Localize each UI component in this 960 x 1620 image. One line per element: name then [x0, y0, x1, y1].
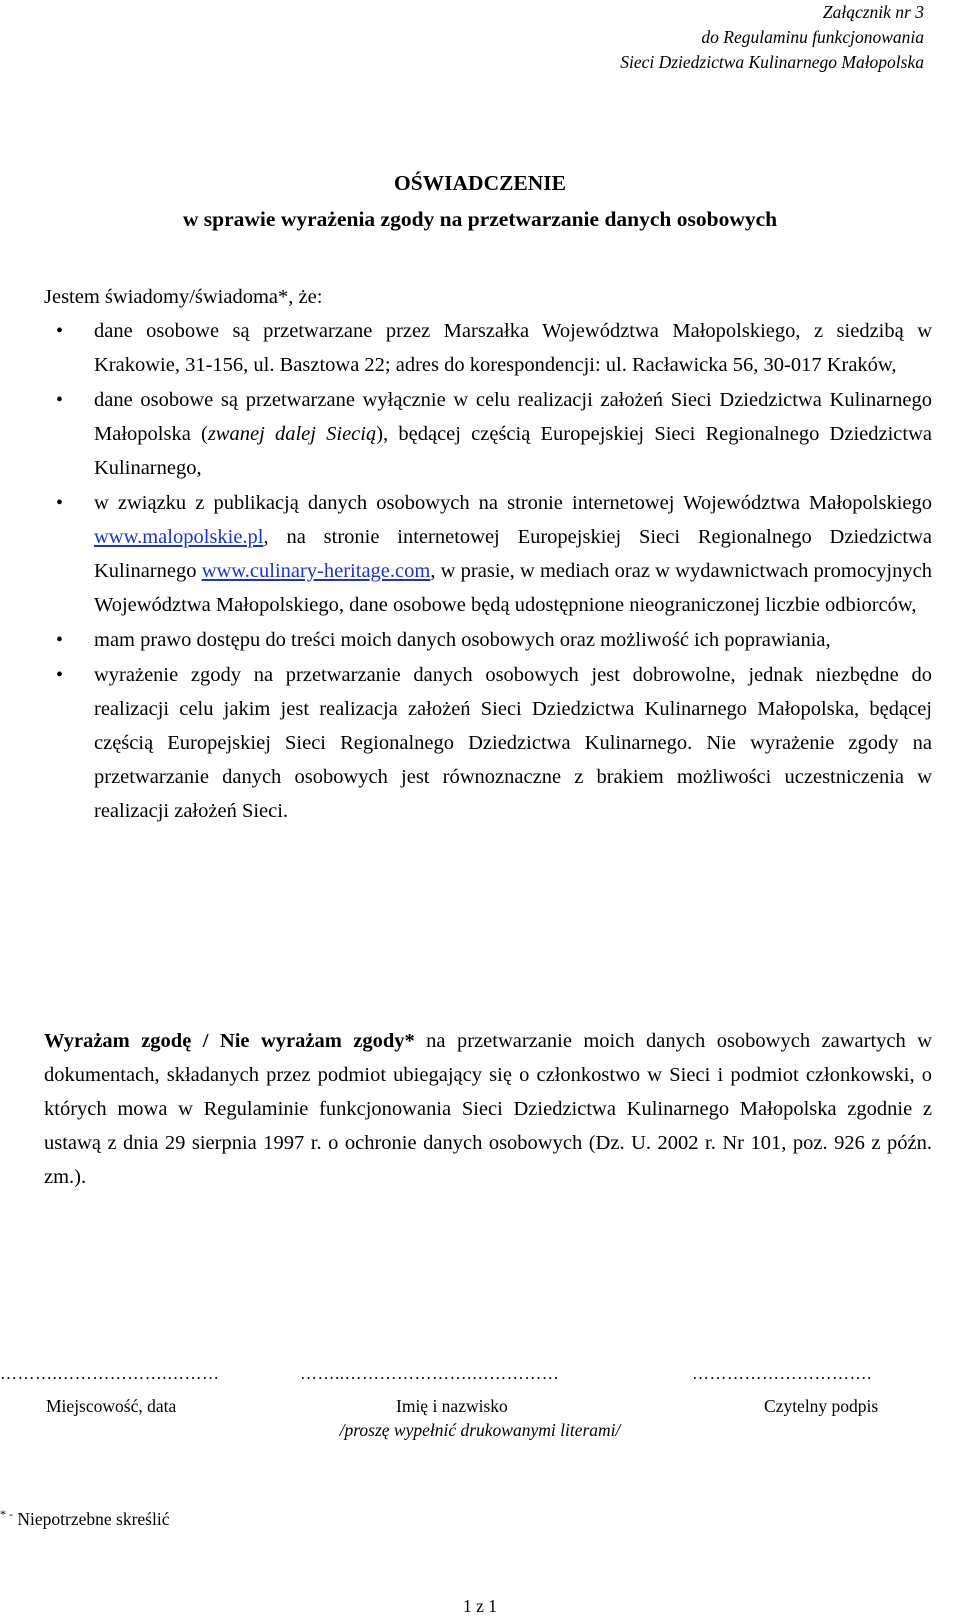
bullet-icon: • — [56, 492, 64, 514]
name-line: ……..………………….…………… — [300, 1364, 560, 1383]
block-letters-note: /proszę wypełnić drukowanymi literami/ — [339, 1420, 621, 1440]
title-main: OŚWIADCZENIE — [393, 171, 567, 195]
place-date-label: Miejscowość, data — [46, 1396, 177, 1416]
culinary-heritage-link[interactable]: www.culinary-heritage.com — [201, 560, 431, 582]
bullet-text-2a: dane osobowe są przetwarzane wyłącznie w celu realizacji założeń Sieci Dziedzictwa Kulinarnego Małopolska ( — [94, 389, 932, 445]
bullet-text-3c: , w prasie, w mediach oraz w wydawnictwach promocyjnych Województwa Małopolskiego, dane osobowe będą udostępnione nieograniczonej liczbie odbiorców, — [94, 560, 932, 616]
document-title — [44, 165, 916, 237]
bullet-icon: • — [56, 664, 64, 686]
intro-text: Jestem świadomy/świadoma*, że: — [44, 286, 323, 308]
place-date-line: ……….……………….……… — [0, 1364, 220, 1383]
bullet-text-3a: w związku z publikacją danych osobowych na stronie internetowej Województwa Małopolskiego — [94, 492, 932, 514]
annex-line-1: Załącznik nr 3 — [822, 2, 924, 22]
footnote-text: Niepotrzebne skreślić — [13, 1508, 170, 1529]
page-number: 1 z 1 — [462, 1596, 498, 1616]
bullet-text-4: mam prawo dostępu do treści moich danych osobowych oraz możliwość ich poprawiania, — [94, 629, 831, 651]
signature-line: …………………………. — [692, 1364, 872, 1383]
bullet-icon: • — [56, 629, 64, 651]
consent-choice: Wyrażam zgodę / Nie wyrażam zgody* — [44, 1030, 415, 1052]
annex-line-2: do Regulaminu funkcjonowania — [701, 27, 924, 47]
list-item — [44, 383, 932, 485]
bullet-text-2b: ), będącej częścią Europejskiej Sieci Regionalnego Dziedzictwa Kulinarnego, — [94, 423, 932, 479]
malopolskie-link[interactable]: www.malopolskie.pl — [94, 526, 264, 548]
bullet-text-2-italic: zwanej dalej Siecią — [207, 423, 377, 445]
list-item — [44, 658, 932, 828]
list-item — [44, 486, 932, 622]
annex-header — [620, 0, 924, 75]
bullet-icon: • — [56, 320, 64, 342]
list-item — [44, 314, 932, 382]
bullet-icon: • — [56, 389, 64, 411]
bullet-text-5: wyrażenie zgody na przetwarzanie danych osobowych jest dobrowolne, jednak niezbędne do realizacji celu jakim jest realizacja założeń Sieci Dziedzictwa Kulinarnego Małopolska, będącej częścią Europejskiej Sieci Regionalnego Dziedzictwa Kulinarnego. Nie wyrażenie zgody na przetwarzanie danych osobowych jest równoznaczne z brakiem możliwości uczestniczenia w realizacji założeń Sieci. — [94, 664, 932, 822]
name-label: Imię i nazwisko — [396, 1396, 508, 1416]
bullet-text-1: dane osobowe są przetwarzane przez Marszałka Województwa Małopolskiego, z siedzibą w Krakowie, 31-156, ul. Basztowa 22; adres do korespondencji: ul. Racławicka 56, 30-017 Kraków, — [94, 320, 932, 376]
footnote-mark: * - — [0, 1507, 13, 1521]
consent-paragraph — [44, 1024, 932, 1194]
list-item — [44, 623, 932, 657]
bullet-list — [44, 314, 932, 828]
consent-text: na przetwarzanie moich danych osobowych zawartych w dokumentach, składanych przez podmiot ubiegający się o członkostwo w Sieci i podmiot członkowski, o których mowa w Regulaminie funkcjonowania Sieci Dziedzictwa Kulinarnego Małopolska zgodnie z ustawą z dnia 29 sierpnia 1997 r. o ochronie danych osobowych (Dz. U. 2002 r. Nr 101, poz. 926 z późn. zm.). — [44, 1030, 932, 1188]
annex-line-3: Sieci Dziedzictwa Kulinarnego Małopolska — [620, 52, 924, 72]
bullet-text-3b: , na stronie internetowej Europejskiej Sieci Regionalnego Dziedzictwa Kulinarnego — [94, 526, 932, 582]
title-sub: w sprawie wyrażenia zgody na przetwarzanie danych osobowych — [182, 207, 778, 231]
footnote — [0, 1502, 169, 1531]
signature-label: Czytelny podpis — [764, 1396, 879, 1416]
